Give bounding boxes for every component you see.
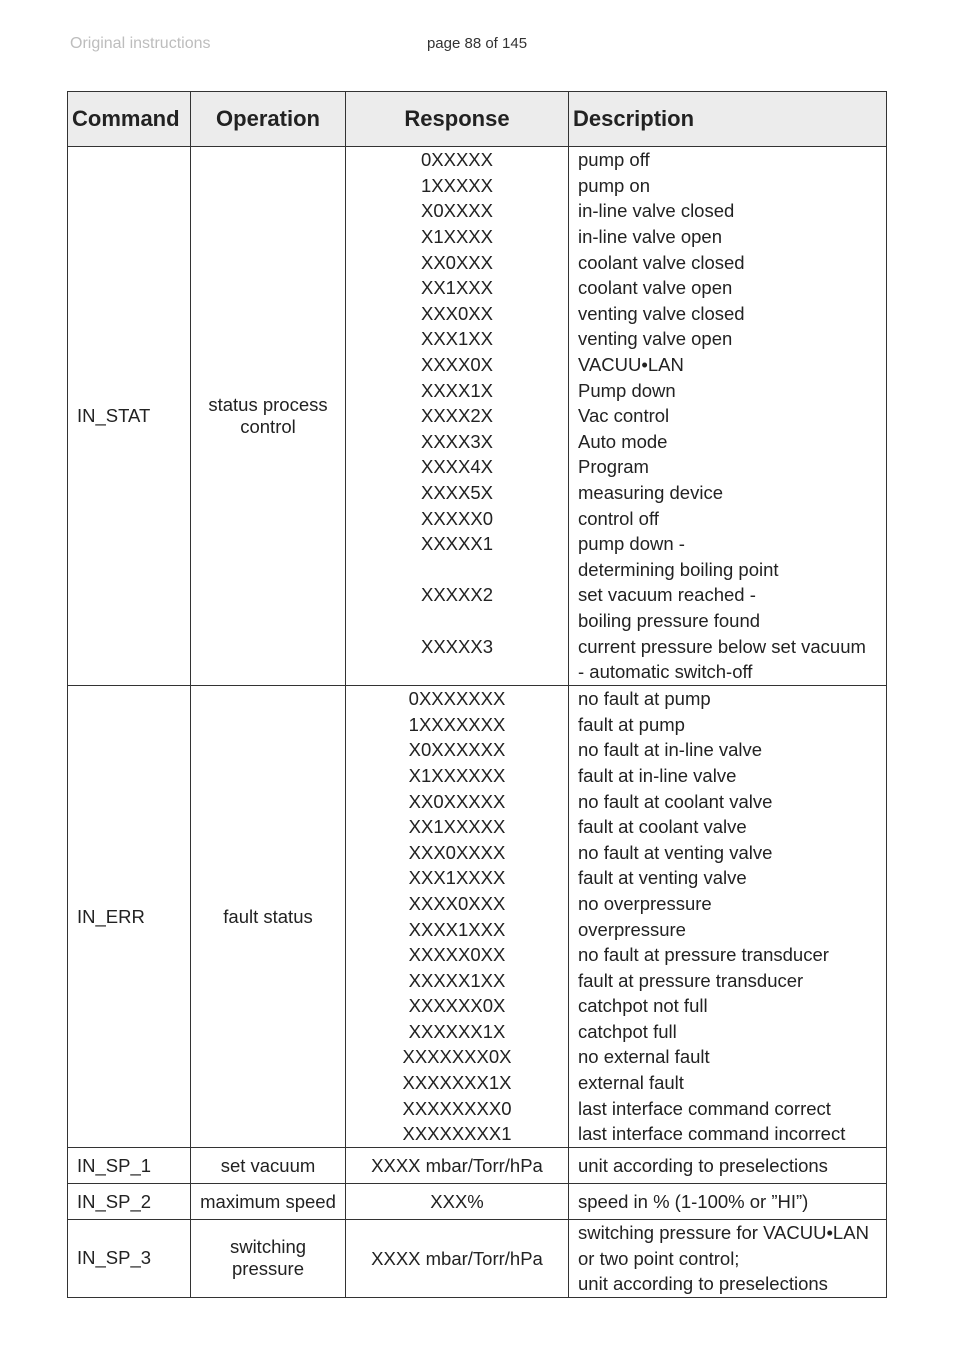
description-line: switching pressure for VACUU•LAN [578,1222,869,1243]
description-line: no fault at pump [578,688,711,710]
description-line: Pump down [578,379,676,401]
description-line: fault at pump [578,713,685,735]
response-code: XXXXXXX0X [402,1046,512,1068]
operation-cell: set vacuum [191,1148,346,1184]
operation-cell: switching pressure [191,1220,346,1298]
response-code: XXXXX0 [421,507,493,529]
response-code: XXXXXX1X [408,1020,506,1042]
description-line: overpressure [578,918,686,940]
description-line: fault at in-line valve [578,764,737,786]
description-line: venting valve closed [578,302,745,324]
description-line: catchpot not full [578,995,708,1017]
description-line: current pressure below set vacuum [578,635,866,657]
description-line: catchpot full [578,1020,677,1042]
description-line: VACUU•LAN [578,354,684,376]
response-code: XXXXXXXX0 [402,1097,512,1119]
description-line: set vacuum reached - [578,584,756,606]
description-line: determining boiling point [578,558,779,580]
response-code: 0XXXXX [421,149,493,171]
response-code: XX1XXX [421,277,493,299]
response-code: XXXXX1 [421,533,493,555]
response-code: XXXX0X [421,354,493,376]
description-cell [569,147,887,686]
column-header-description: Description [569,92,887,147]
description-line: pump off [578,149,650,171]
command-cell: IN_STAT [68,147,191,686]
description-line: last interface command incorrect [578,1123,846,1145]
table-row-in-sp-3 [68,1220,887,1298]
column-header-response: Response [346,92,569,147]
description-cell: unit according to preselections [569,1148,887,1184]
response-cell [346,147,569,686]
description-line: or two point control; [578,1247,740,1269]
response-code: X1XXXX [421,226,493,248]
response-cell: XXXX mbar/Torr/hPa [346,1220,569,1298]
description-line: boiling pressure found [578,609,761,631]
description-line: fault at coolant valve [578,816,747,838]
response-code: XXXX4X [421,456,493,478]
command-cell: IN_SP_1 [68,1148,191,1184]
description-cell: speed in % (1-100% or ”HI”) [569,1184,887,1220]
response-code: 1XXXXX [421,174,493,196]
response-code: XXXXXXXX1 [402,1123,512,1145]
response-code: X0XXXX [421,200,493,222]
response-code: XX0XXXXX [408,790,506,812]
response-cell: XXX% [346,1184,569,1220]
response-code: XX0XXX [421,251,493,273]
description-line: Auto mode [578,430,668,452]
response-code: XXX1XX [421,328,493,350]
page-number: page 88 of 145 [426,35,528,52]
response-code: XXXX5X [421,481,493,503]
description-line: no fault at coolant valve [578,790,773,812]
column-header-operation: Operation [191,92,346,147]
description-line: in-line valve open [578,226,722,248]
table-row-in-sp-1 [68,1148,887,1184]
command-cell: IN_SP_3 [68,1220,191,1298]
response-code: XXXXX1XX [408,969,506,991]
command-cell: IN_SP_2 [68,1184,191,1220]
operation-cell: status process control [191,147,346,686]
response-spacer [346,659,568,685]
description-line: coolant valve closed [578,251,745,273]
description-line: unit according to preselections [578,1273,828,1295]
description-line: - automatic switch-off [578,661,753,683]
command-table [67,91,887,1298]
description-line: no fault at venting valve [578,841,773,863]
document-source-label: Original instructions [70,35,211,52]
response-code: XXX0XX [421,302,493,324]
description-line: fault at venting valve [578,867,747,889]
description-line: no fault at pressure transducer [578,944,829,966]
response-code: XXXXX0XX [408,944,506,966]
table-row-in-err [68,686,887,1148]
response-code: XXXXXXX1X [402,1072,512,1094]
response-code: XXXX2X [421,405,493,427]
description-cell [569,1220,887,1298]
description-line: pump on [578,174,650,196]
response-code: XXXXX2 [421,584,493,606]
operation-cell: fault status [191,686,346,1148]
table-header-row [68,92,887,147]
response-spacer [346,557,568,583]
response-code: X0XXXXXX [408,739,506,761]
operation-cell: maximum speed [191,1184,346,1220]
description-line: coolant valve open [578,277,733,299]
response-code: XXXX1XXX [408,918,506,940]
response-code: XXXX1X [421,379,493,401]
response-cell: XXXX mbar/Torr/hPa [346,1148,569,1184]
response-code: XXXXXX0X [408,995,506,1017]
table-row-in-stat [68,147,887,686]
description-line: external fault [578,1072,684,1094]
description-line: Vac control [578,405,670,427]
description-line: venting valve open [578,328,733,350]
response-code: XXXXX3 [421,635,493,657]
response-code: 0XXXXXXX [408,688,506,710]
description-line: Program [578,456,649,478]
description-line: fault at pressure transducer [578,969,804,991]
description-line: last interface command correct [578,1097,831,1119]
response-code: XX1XXXXX [408,816,506,838]
response-code: XXX0XXXX [408,841,506,863]
description-line: no fault at in-line valve [578,739,763,761]
description-line: pump down - [578,533,685,555]
response-code: X1XXXXXX [408,764,506,786]
description-line: measuring device [578,481,723,503]
response-code: XXX1XXXX [408,867,506,889]
response-code: XXXX0XXX [408,892,506,914]
description-line: no overpressure [578,892,712,914]
response-code: XXXX3X [421,430,493,452]
description-line: control off [578,507,659,529]
description-line: in-line valve closed [578,200,735,222]
table-row-in-sp-2 [68,1184,887,1220]
description-line: no external fault [578,1046,710,1068]
response-code: 1XXXXXXX [408,713,506,735]
response-spacer [346,608,568,634]
description-cell [569,686,887,1148]
command-cell: IN_ERR [68,686,191,1148]
response-cell [346,686,569,1148]
column-header-command: Command [68,92,191,147]
